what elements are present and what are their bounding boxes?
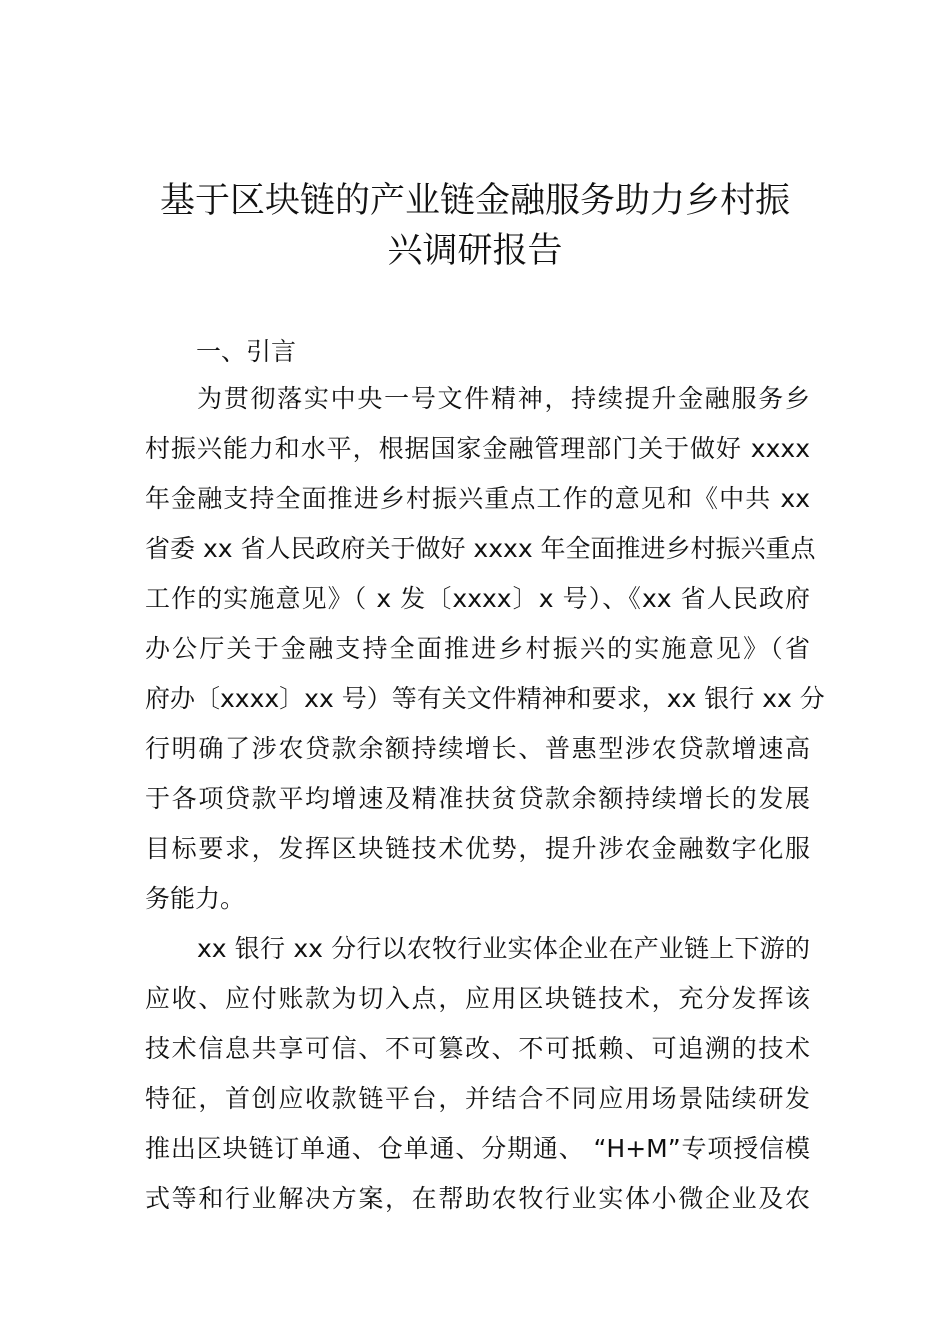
paragraph-line: 工作的实施意见》（ x 发〔xxxx〕x 号）、《xx 省人民政府	[145, 584, 810, 613]
paragraph-line: 于各项贷款平均增速及精准扶贫贷款余额持续增长的发展	[145, 784, 810, 813]
paragraph-line: 式等和行业解决方案，在帮助农牧行业实体小微企业及农	[145, 1184, 810, 1213]
body-paragraph-1	[145, 374, 825, 924]
document-title-line-2: 兴调研报告	[387, 231, 563, 271]
document-title-line-1: 基于区块链的产业链金融服务助力乡村振	[159, 181, 790, 221]
paragraph-line: 技术信息共享可信、不可篡改、不可抵赖、可追溯的技术	[145, 1034, 810, 1063]
paragraph-line: 应收、应付账款为切入点，应用区块链技术，充分发挥该	[145, 984, 810, 1013]
document-title	[140, 176, 810, 276]
paragraph-line: 务能力。	[145, 884, 246, 913]
section-heading: 一、引言	[196, 337, 297, 366]
paragraph-line: 目标要求，发挥区块链技术优势，提升涉农金融数字化服	[145, 834, 810, 863]
paragraph-line: 府办〔xxxx〕xx 号）等有关文件精神和要求，xx 银行 xx 分	[145, 684, 825, 713]
paragraph-line: 推出区块链订单通、仓单通、分期通、 “H+M”专项授信模	[145, 1134, 810, 1163]
paragraph-line: 为贯彻落实中央一号文件精神，持续提升金融服务乡	[197, 384, 810, 413]
paragraph-line: xx 银行 xx 分行以农牧行业实体企业在产业链上下游的	[197, 934, 810, 963]
paragraph-line: 年金融支持全面推进乡村振兴重点工作的意见和《中共 xx	[145, 484, 810, 513]
paragraph-line: 村振兴能力和水平，根据国家金融管理部门关于做好 xxxx	[145, 434, 810, 463]
paragraph-line: 办公厅关于金融支持全面推进乡村振兴的实施意见》（省	[145, 634, 810, 663]
body-paragraph-2	[145, 924, 810, 1224]
paragraph-line: 省委 xx 省人民政府关于做好 xxxx 年全面推进乡村振兴重点	[145, 534, 816, 563]
paragraph-line: 特征，首创应收款链平台，并结合不同应用场景陆续研发	[145, 1084, 810, 1113]
paragraph-line: 行明确了涉农贷款余额持续增长、普惠型涉农贷款增速高	[145, 734, 810, 763]
